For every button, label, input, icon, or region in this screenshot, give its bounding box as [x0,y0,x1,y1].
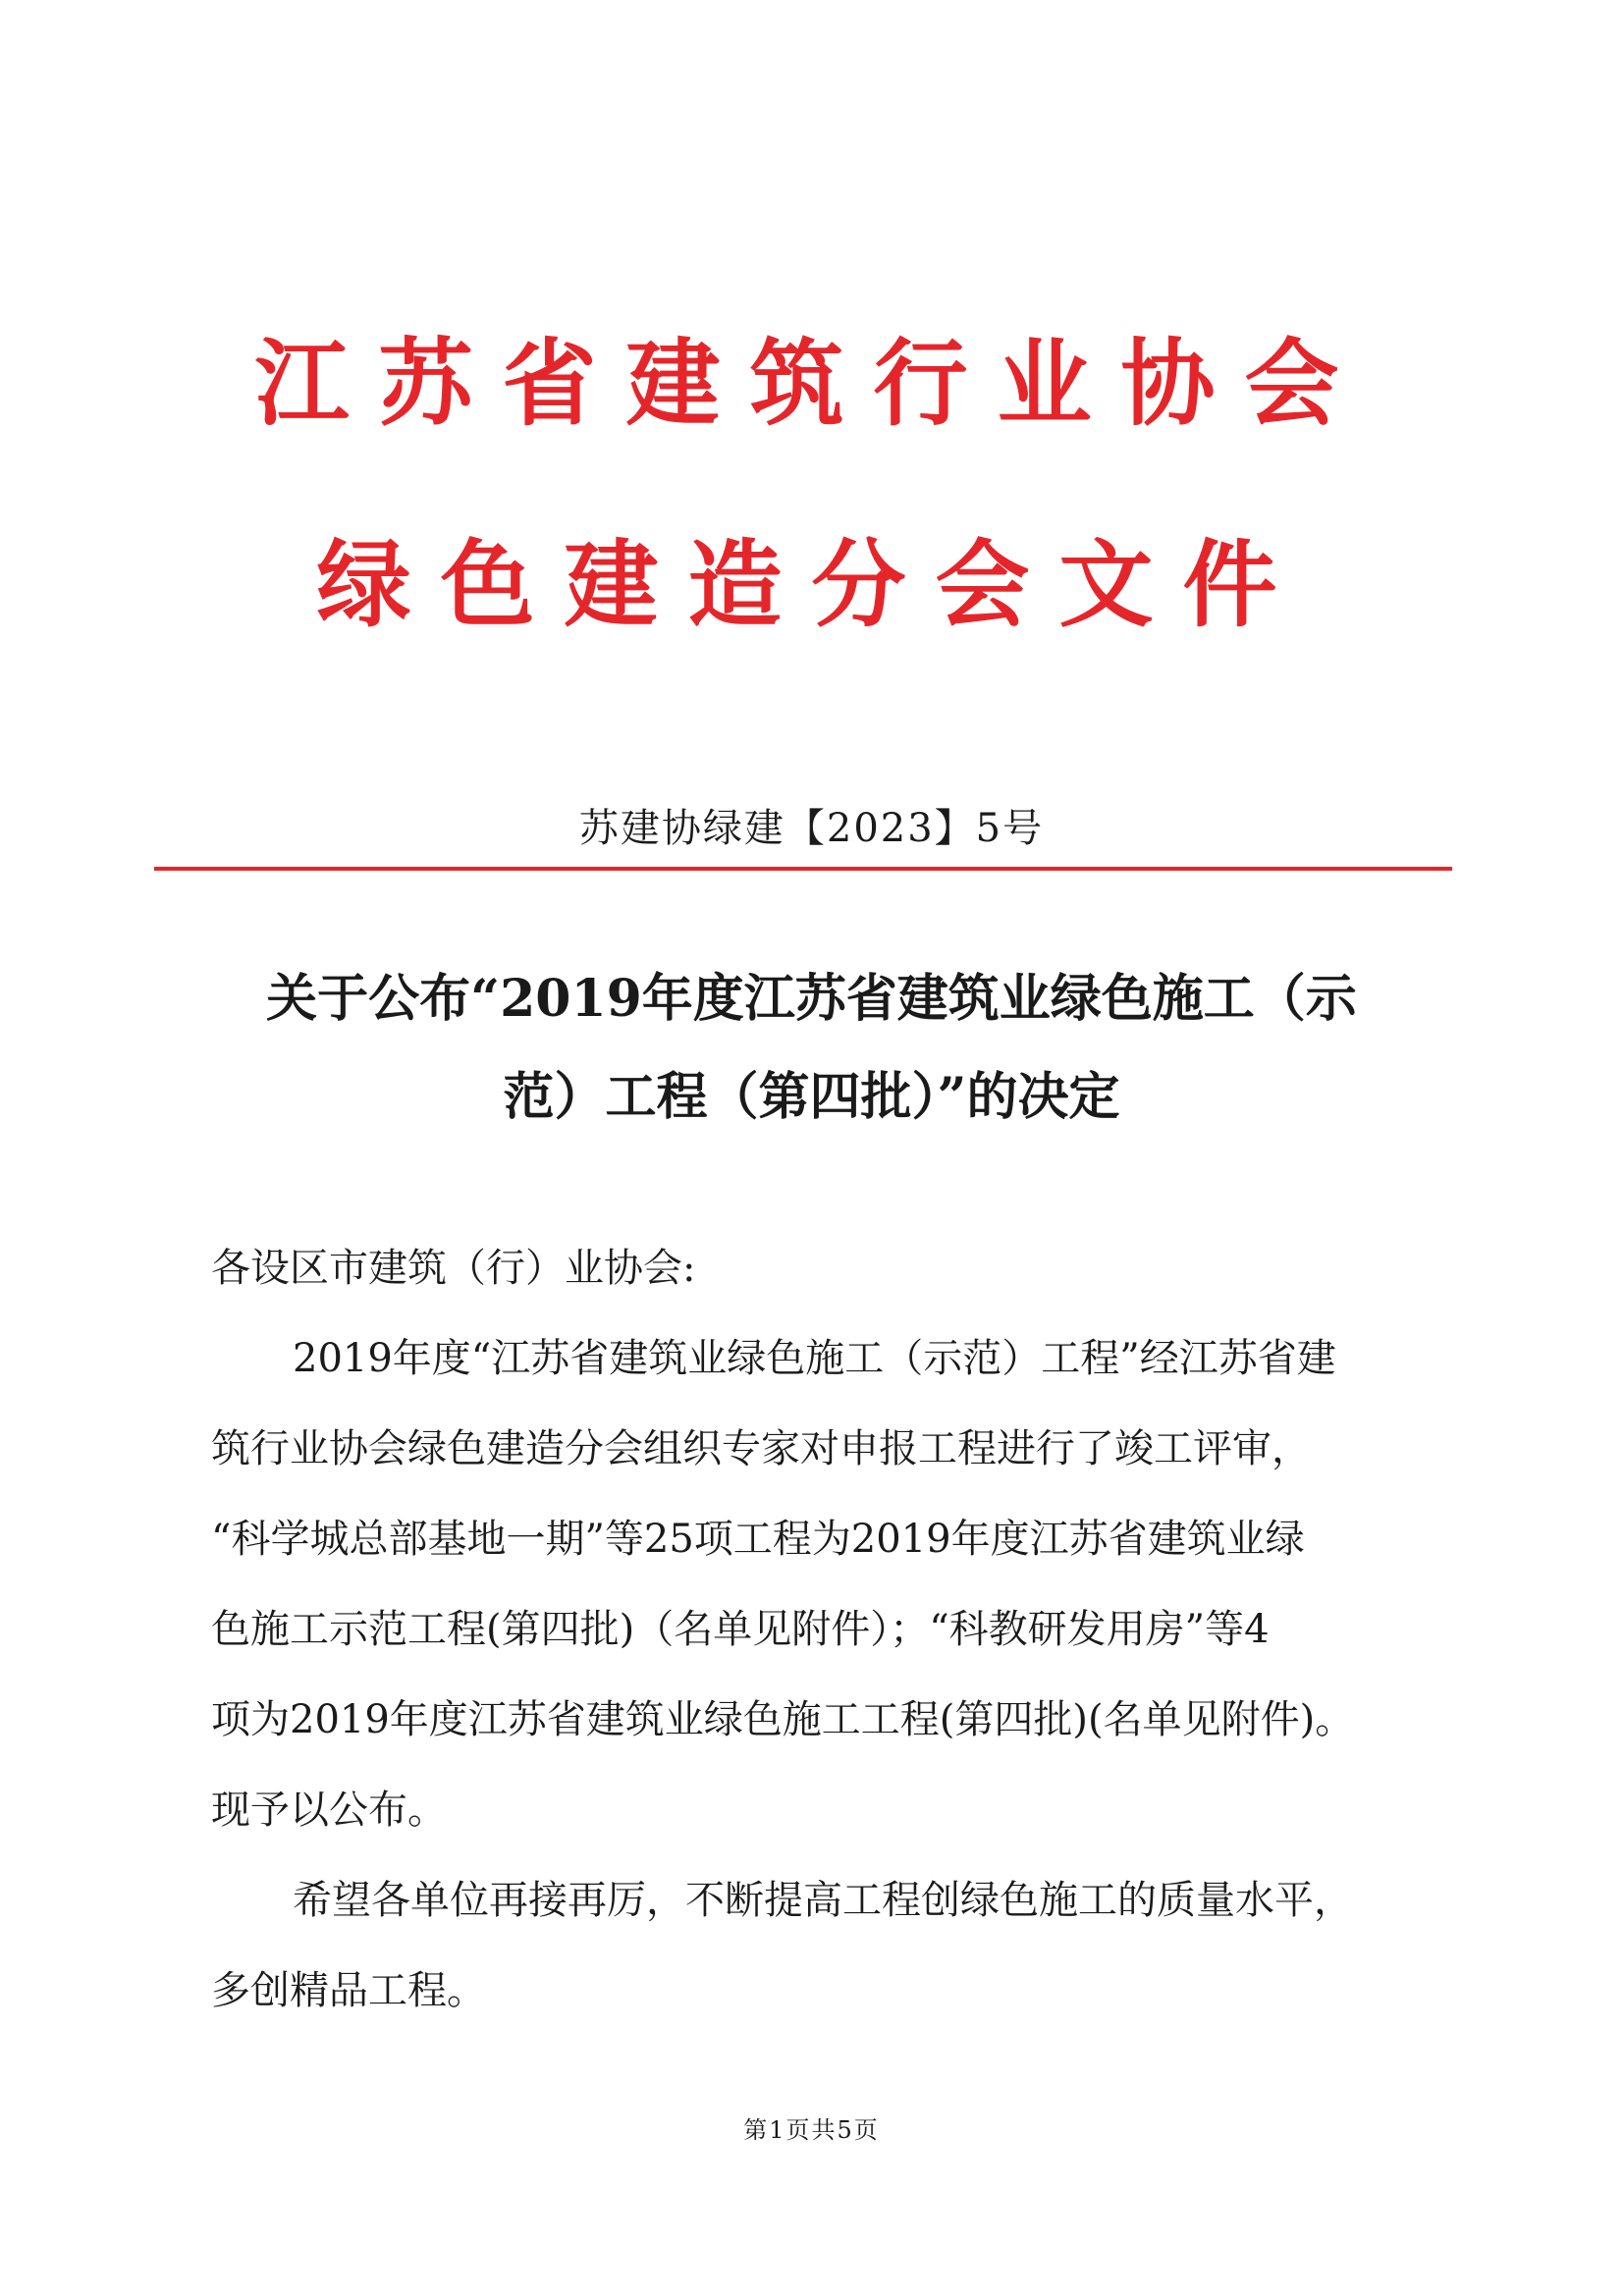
document-type-header: 绿色建造分会文件 [316,530,1307,640]
document-title-line-2: 范）工程（第四批）”的决定 [503,1067,1120,1127]
page-number-footer: 第1页共5页 [743,2116,880,2144]
paragraph-line: 多创精品工程。 [211,1968,486,2013]
salutation: 各设区市建筑（行）业协会: [211,1246,696,1291]
document-number: 苏建协绿建【2023】5号 [578,806,1045,851]
paragraph-line: 2019年度“江苏省建筑业绿色施工（示范）工程”经江苏省建 [293,1336,1336,1381]
red-separator-line [154,867,1452,871]
paragraph-line: “科学城总部基地一期”等25项工程为2019年度江苏省建筑业绿 [211,1517,1305,1562]
document-issuer-header: 江苏省建筑行业协会 [254,329,1369,439]
paragraph-line: 色施工示范工程(第四批)（名单见附件）；“科教研发用房”等4 [211,1607,1270,1652]
document-title-line-1: 关于公布“2019年度江苏省建筑业绿色施工（示 [266,969,1357,1029]
paragraph-line: 项为2019年度江苏省建筑业绿色施工工程(第四批)(名单见附件)。 [211,1697,1355,1742]
paragraph-line: 筑行业协会绿色建造分会组织专家对申报工程进行了竣工评审， [211,1426,1311,1471]
paragraph-line: 希望各单位再接再厉，不断提高工程创绿色施工的质量水平， [293,1878,1353,1923]
paragraph-line: 现予以公布。 [211,1788,447,1833]
